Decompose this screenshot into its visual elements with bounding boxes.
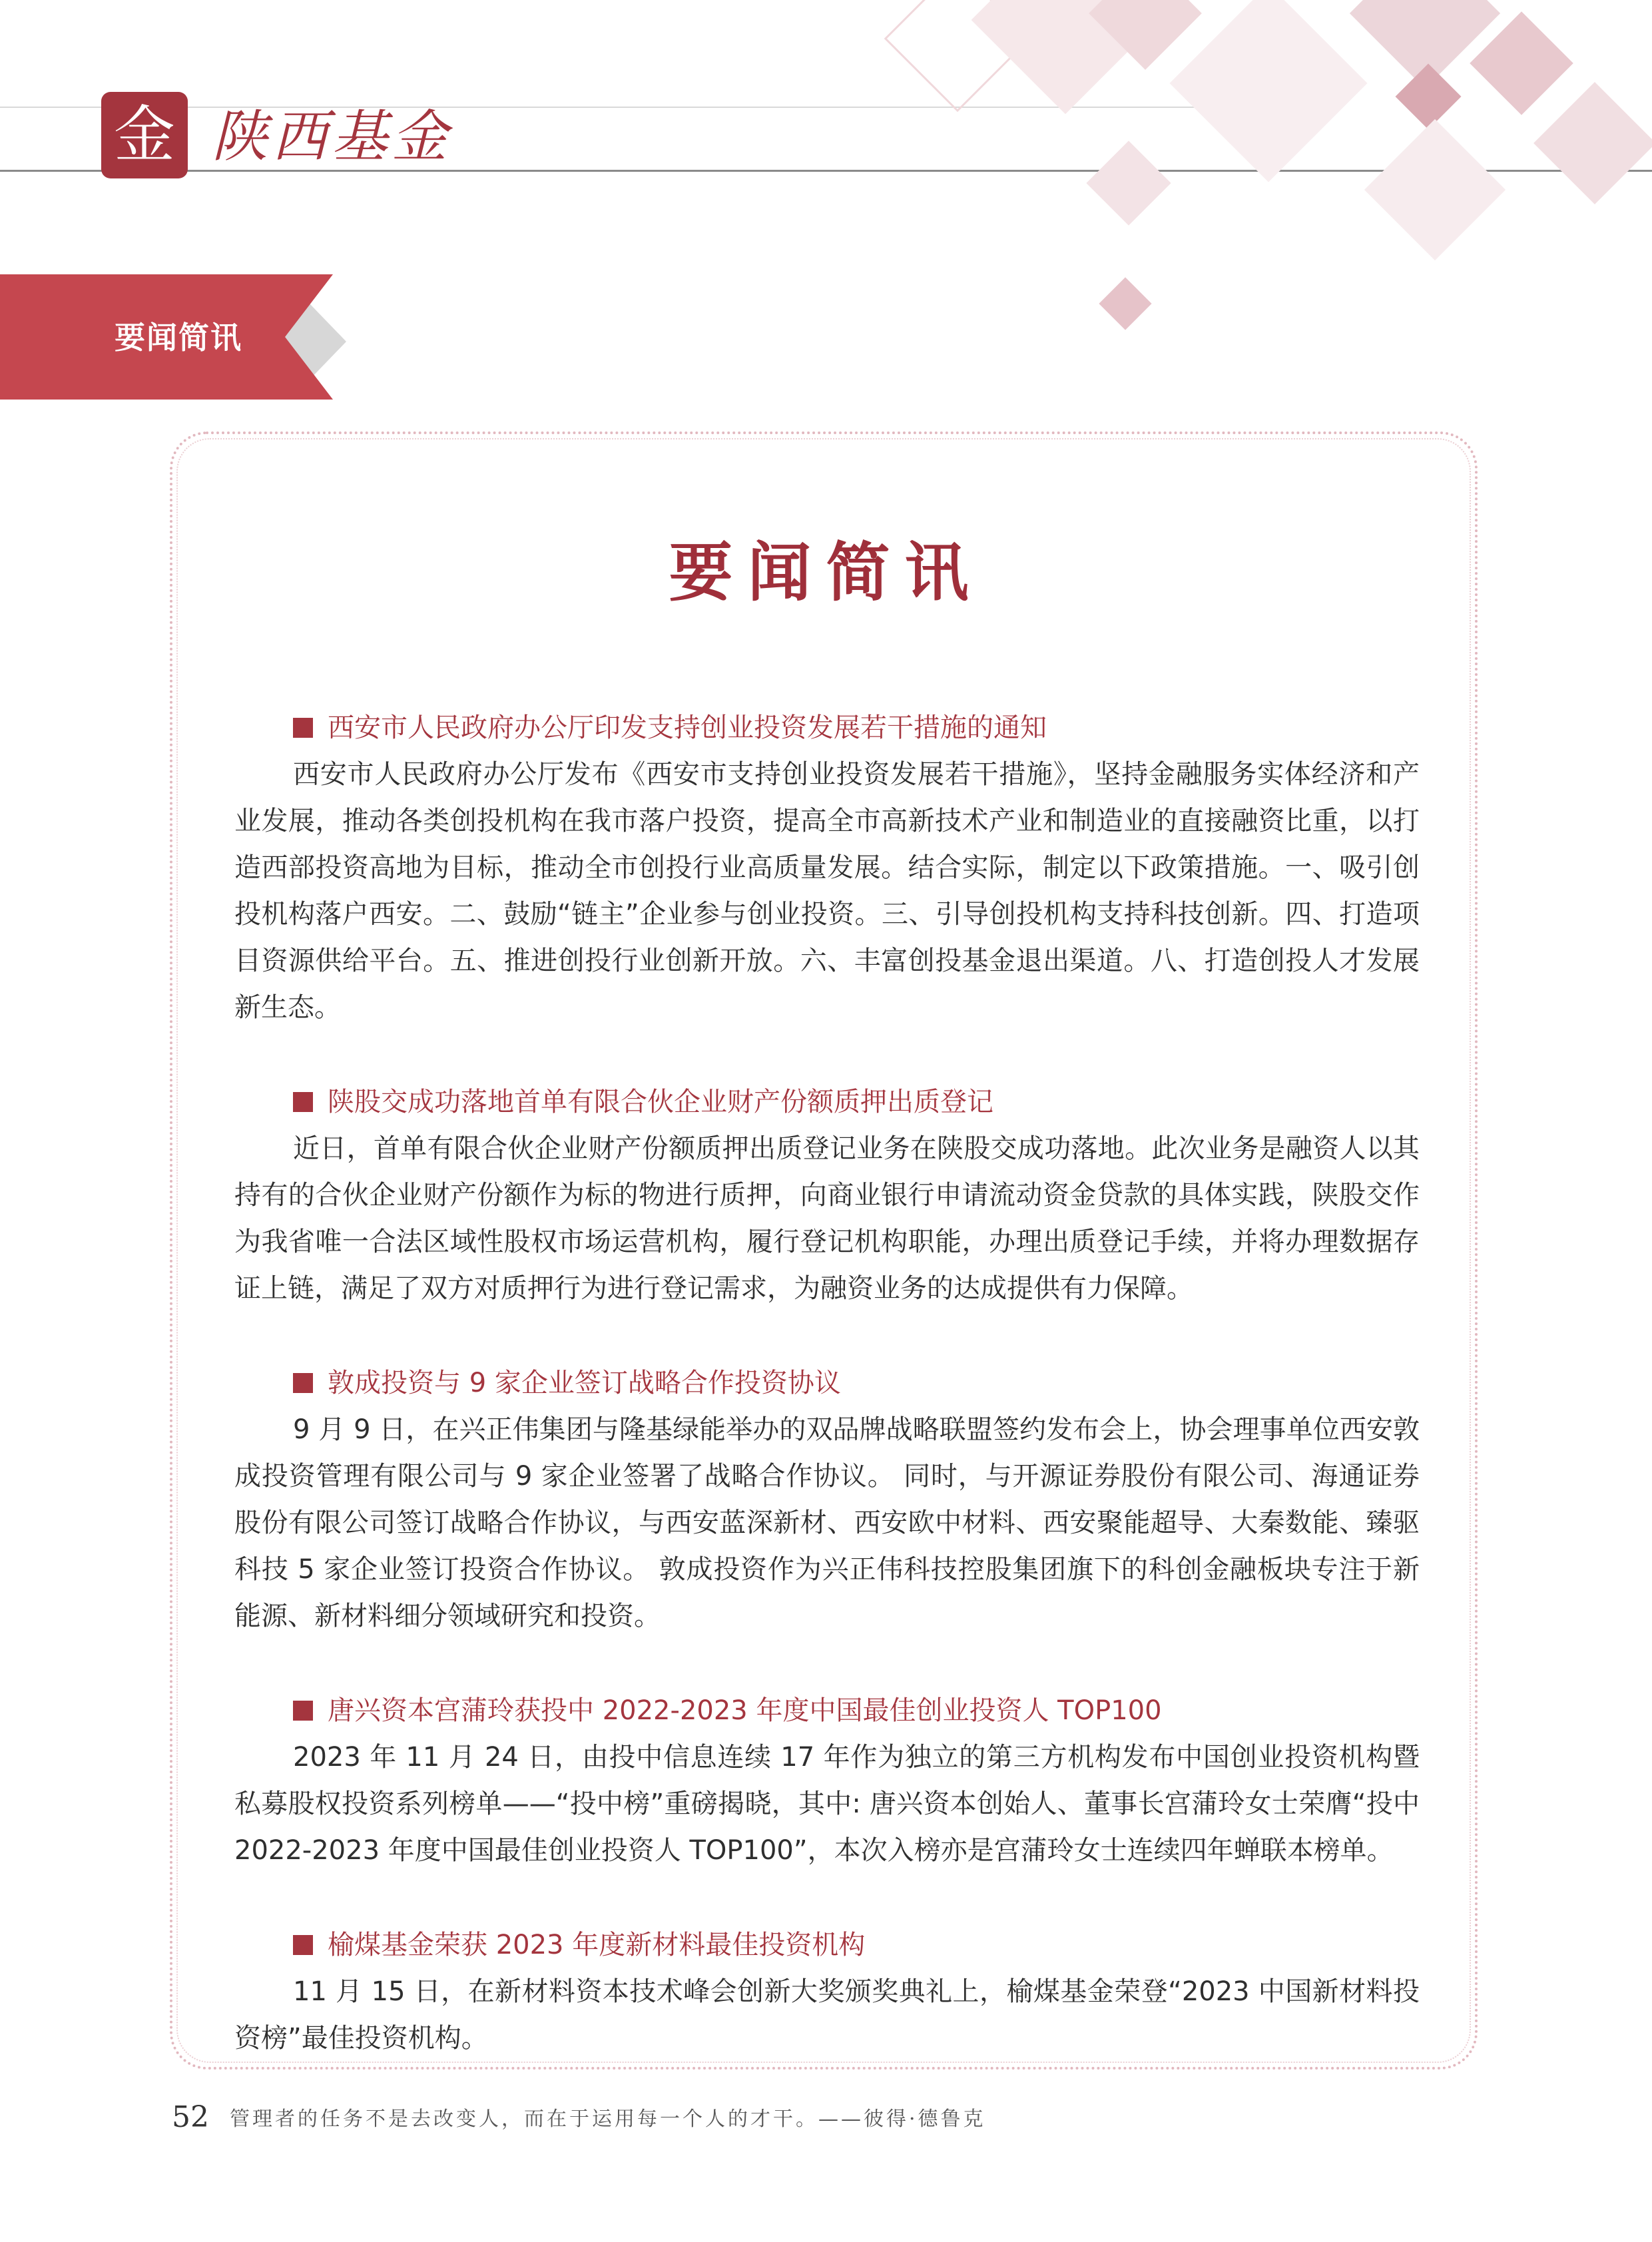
news-body: 近日，首单有限合伙企业财产份额质押出质登记业务在陕股交成功落地。此次业务是融资人以其持有的合伙企业财产份额作为标的物进行质押，向商业银行申请流动资金贷款的具体实践，陕股交作为我省唯一合法区域性股权市场运营机构，履行登记机构职能，办理出质登记手续，并将办理数据存证上链，满足了双方对质押行为进行登记需求，为融资业务的达成提供有力保障。 — [234, 1133, 1420, 1304]
news-list — [234, 704, 1420, 2109]
news-item — [234, 1922, 1420, 2062]
page-title: 要闻简讯 — [669, 535, 983, 610]
brand-name: 陕西基金 — [212, 104, 452, 169]
bullet-square-icon — [293, 1373, 313, 1393]
news-item — [234, 704, 1420, 1031]
news-body: 2023 年 11 月 24 日，由投中信息连续 17 年作为独立的第三方机构发布中国创业投资机构暨私募股权投资系列榜单——“投中榜”重磅揭晓，其中: 唐兴资本创始人、董事长宫蒲玲女士荣膺“投中 2022-2023 年度中国最佳创业投资人 TOP100”，本次入榜亦是宫蒲玲女士连续四年蝉联本榜单。 — [234, 1742, 1420, 1866]
news-headline-text: 榆煤基金荣获 2023 年度新材料最佳投资机构 — [328, 1930, 866, 1960]
bullet-square-icon — [293, 1092, 313, 1112]
news-headline — [293, 1922, 1420, 1968]
bullet-square-icon — [293, 1701, 313, 1721]
bullet-square-icon — [293, 718, 313, 738]
news-headline-text: 唐兴资本宫蒲玲获投中 2022-2023 年度中国最佳创业投资人 TOP100 — [328, 1695, 1162, 1726]
news-body: 9 月 9 日，在兴正伟集团与隆基绿能举办的双品牌战略联盟签约发布会上，协会理事单位西安敦成投资管理有限公司与 9 家企业签署了战略合作协议。 同时，与开源证券股份有限公司、海通证券股份有限公司签订战略合作协议，与西安蓝深新材、西安欧中材料、西安聚能超导、大秦数能、臻驱科技 5 家企业签订投资合作协议。 敦成投资作为兴正伟科技控股集团旗下的科创金融板块专注于新能源、新材料细分领域研究和投资。 — [234, 1414, 1420, 1631]
brand-logo: 金 — [101, 92, 188, 178]
bullet-square-icon — [293, 1935, 313, 1955]
news-headline — [293, 704, 1420, 751]
section-tab-label: 要闻简讯 — [115, 320, 242, 356]
decor-diamond — [1170, 0, 1368, 182]
footer-quote: 管理者的任务不是去改变人，而在于运用每一个人的才干。——彼得·德鲁克 — [230, 2107, 986, 2131]
decor-diamond — [1396, 64, 1462, 130]
news-body: 西安市人民政府办公厅发布《西安市支持创业投资发展若干措施》，坚持金融服务实体经济和产业发展，推动各类创投机构在我市落户投资，提高全市高新技术产业和制造业的直接融资比重，以打造西部投资高地为目标，推动全市创投行业高质量发展。结合实际，制定以下政策措施。一、吸引创投机构落户西安。二、鼓励“链主”企业参与创业投资。三、引导创投机构支持科技创新。四、打造项目资源供给平台。五、推进创投行业创新开放。六、丰富创投基金退出渠道。八、打造创投人才发展新生态。 — [234, 759, 1420, 1023]
news-item — [234, 1687, 1420, 1874]
news-body: 11 月 15 日，在新材料资本技术峰会创新大奖颁奖典礼上，榆煤基金荣登“2023 中国新材料投资榜”最佳投资机构。 — [234, 1976, 1420, 2054]
news-headline — [293, 1360, 1420, 1406]
decor-diamond — [1364, 119, 1506, 260]
header-top-rule — [0, 107, 1305, 108]
news-headline-text: 西安市人民政府办公厅印发支持创业投资发展若干措施的通知 — [328, 712, 1047, 743]
decor-diamond — [1533, 82, 1652, 204]
decor-diamond — [1099, 277, 1151, 330]
news-item — [234, 1079, 1420, 1312]
news-headline-text: 敦成投资与 9 家企业签订战略合作投资协议 — [328, 1368, 841, 1398]
news-item — [234, 1360, 1420, 1639]
news-headline — [293, 1079, 1420, 1125]
decor-diamond — [1086, 140, 1171, 225]
page-number: 52 — [172, 2100, 209, 2134]
news-headline — [293, 1687, 1420, 1734]
news-headline-text: 陕股交成功落地首单有限合伙企业财产份额质押出质登记 — [328, 1087, 993, 1117]
